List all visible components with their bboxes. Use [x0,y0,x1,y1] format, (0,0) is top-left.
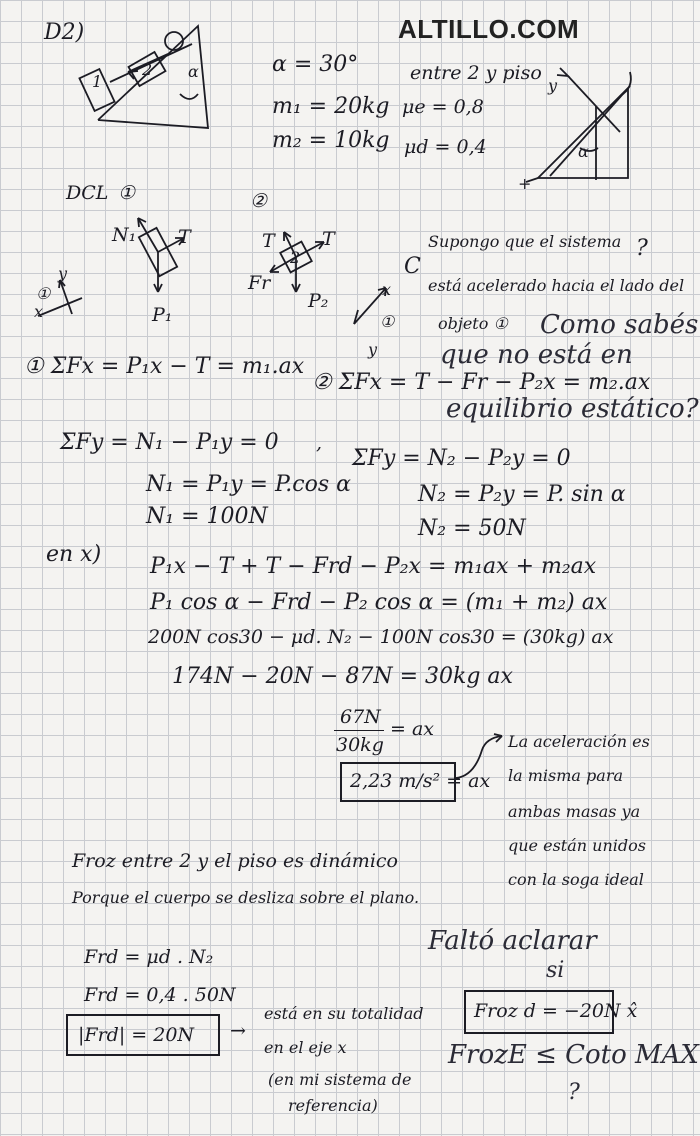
dcl-title: DCL [66,182,109,204]
en-x-line3: 200N cos30 − μd. N₂ − 100N cos30 = (30kg) ax [148,626,614,648]
given-alpha: α = 30° [272,52,359,77]
fbd1-n1: N₁ [112,224,137,246]
given-mud: μd = 0,4 [404,136,487,158]
block-1-label: 1 [92,72,103,91]
frd-note-line1: está en su totalidad [264,1004,424,1023]
given-m2: m₂ = 10kg [272,128,390,153]
accel-note-line4: que están unidos [508,836,646,855]
accel-note-line1: La aceleración es [508,732,650,751]
grader-final-mark: ? [568,1080,580,1105]
assumption-line3: objeto ① [438,314,508,333]
fbd2-y-label: y [368,340,378,359]
eq-body2-n2: N₂ = P₂y = P. sin α [418,482,626,507]
fbd2-t-left: T [262,230,275,252]
eq-body1-n1: N₁ = P₁y = P.cos α [146,472,352,497]
eq-body1-fx: ① ΣFx = P₁x − T = m₁.ax [24,354,305,379]
froz-vector-result: Froz d = −20N x̂ [474,1000,638,1022]
en-x-line2: P₁ cos α − Frd − P₂ cos α = (m₁ + m₂) ax [150,590,608,615]
dcl-body2-circle: ② [250,190,268,212]
incline-alpha-label: α [188,62,199,81]
grader-note-line2: si [546,958,565,983]
frac-bar [334,730,384,731]
fbd-body1 [110,200,210,310]
grader-inequality: FrozE ≤ Coto MAX [448,1040,699,1070]
grader-mark-q: ? [636,236,648,261]
accel-note-line5: con la soga ideal [508,870,644,889]
frd-note-line4: referencia) [288,1096,378,1115]
friction-title: entre 2 y piso [410,62,542,84]
fbd1-x-label: x [34,302,44,321]
eq-body2-fx: ② ΣFx = T − Fr − P₂x = m₂.ax [312,370,651,395]
given-mue: μe = 0,8 [402,96,484,118]
frd-note-line3: (en mi sistema de [268,1070,412,1089]
grader-note-line1: Faltó aclarar [428,926,597,956]
grader-comment1: Como sabés [540,310,699,340]
grader-comment2: que no está en [440,340,633,370]
fbd2-fr: Fr [248,272,271,294]
eq-body1-n1-value: N₁ = 100N [146,504,268,529]
eq-body1-fy: ΣFy = N₁ − P₁y = 0 [60,430,279,455]
fbd2-axes-circle: ① [380,312,395,331]
axes-sketch [520,66,665,191]
axes-x-label: + [518,174,532,193]
frac-numerator: 67N [340,706,381,728]
axes-y-label: y [548,76,558,95]
dcl-body1-circle: ① [118,182,136,204]
fbd1-t: T [178,226,191,248]
friction-line2: Porque el cuerpo se desliza sobre el plano. [72,888,420,907]
eq-separator: , [316,432,323,454]
eq-body2-n2-value: N₂ = 50N [418,516,526,541]
accel-result: 2,23 m/s² = ax [350,770,491,792]
fbd1-axes-circle: ① [36,284,51,303]
en-x-line4: 174N − 20N − 87N = 30kg ax [172,664,513,689]
watermark: ALTILLO.COM [398,14,580,44]
frd-formula: Frd = μd . N₂ [84,946,214,968]
frd-arrow: → [230,1020,246,1042]
accel-note-line2: la misma para [508,766,624,785]
frd-note-line2: en el eje x [264,1038,347,1057]
grader-c-mark: C [404,254,421,279]
en-x-line1: P₁x − T + T − Frd − P₂x = m₁ax + m₂ax [150,554,597,579]
fbd2-x-label: x [382,280,392,299]
frac-denominator: 30kg [336,734,384,756]
fbd2-body-label: 2 [290,248,301,267]
fbd1-p1: P₁ [152,304,173,326]
assumption-line2: está acelerado hacia el lado del [428,276,685,295]
frd-substitution: Frd = 0,4 . 50N [84,984,236,1006]
fbd2-t-right: T [322,228,335,250]
en-x-label: en x) [46,542,102,567]
accel-note-line3: ambas masas ya [508,802,641,821]
frac-rhs: = ax [390,718,435,740]
fbd1-y-label: y [58,264,68,283]
grader-comment3: equilibrio estático? [446,394,699,424]
block-2-label: 2 [142,60,153,79]
axes-alpha-label: α [578,142,589,161]
given-m1: m₁ = 20kg [272,94,390,119]
friction-line1: Froz entre 2 y el piso es dinámico [72,850,398,872]
fbd2-p2: P₂ [308,290,329,312]
eq-body2-fy: ΣFy = N₂ − P₂y = 0 [352,446,571,471]
assumption-line1: Supongo que el sistema [428,232,622,251]
frd-result: |Frd| = 20N [78,1024,195,1046]
accel-arrow [452,730,512,790]
problem-label: D2) [44,20,85,45]
